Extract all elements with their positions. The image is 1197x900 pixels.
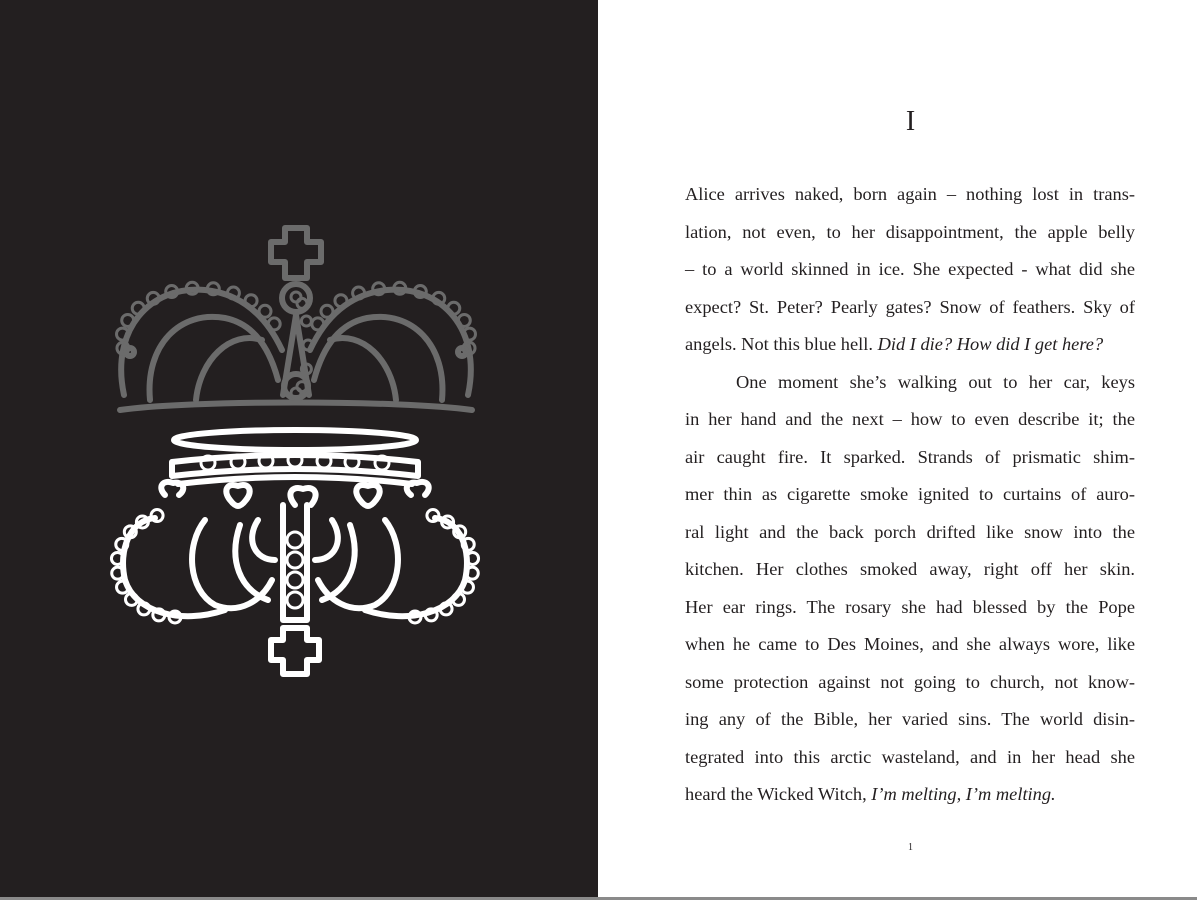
text-line (685, 551, 1135, 589)
text-span: lation, not even, to her disappointment, the apple belly (685, 221, 1135, 242)
crown-bead (287, 572, 303, 588)
text-line (685, 589, 1135, 627)
text-span: Her ear rings. The rosary she had blessed by the Pope (685, 596, 1135, 617)
crown-bead (287, 552, 303, 568)
crown-illustration (0, 0, 598, 900)
page-number: 1 (908, 842, 913, 853)
text-span: mer thin as cigarette smoke ignited to curtains of auro- (685, 484, 1135, 504)
text-span: tegrated into this arctic wasteland, and in her head she (685, 746, 1135, 767)
text-line (685, 401, 1135, 439)
text-span: heard the Wicked Witch, (685, 784, 872, 804)
text-line (685, 701, 1135, 739)
text-span: expect? St. Peter? Pearly gates? Snow of feathers. Sky of (685, 296, 1135, 317)
text-line (685, 176, 1135, 214)
chapter-number: I (905, 106, 916, 137)
right-page (598, 0, 1197, 900)
text-line (685, 776, 1135, 814)
italic-span: I’m melting, I’m melting. (871, 784, 1056, 804)
text-line (685, 626, 1135, 664)
crown-bead (287, 592, 303, 608)
text-span: some protection against not going to church, not know- (685, 671, 1135, 692)
text-span: in her hand and the next – how to even describe it; the (685, 409, 1135, 429)
text-line (685, 664, 1135, 702)
text-line (685, 251, 1135, 289)
text-line (685, 289, 1135, 327)
crown-bead (303, 340, 313, 350)
crown-bead (297, 298, 307, 308)
crown-bead (259, 305, 271, 317)
crown-bead (301, 316, 311, 326)
crown-bead (287, 532, 303, 548)
text-span: ing any of the Bible, her varied sins. The world disin- (685, 709, 1135, 729)
text-span: Alice arrives naked, born again – nothing lost in trans- (685, 184, 1135, 204)
text-span: angels. Not this blue hell. (685, 334, 878, 354)
crown-bead (291, 388, 301, 398)
italic-span: Did I die? How did I get here? (877, 334, 1104, 354)
crown-upper-gray (120, 228, 472, 410)
text-span: kitchen. Her clothes smoked away, right off her skin. (685, 559, 1135, 579)
text-span: ral light and the back porch drifted like snow into the (685, 521, 1135, 542)
text-span: when he came to Des Moines, and she always wore, like (685, 634, 1135, 654)
crown-bead (321, 305, 333, 317)
text-span: – to a world skinned in ice. She expected - what did she (685, 259, 1135, 279)
left-page (0, 0, 598, 900)
text-line (685, 514, 1135, 552)
body-text (685, 176, 1135, 814)
text-line (685, 439, 1135, 477)
text-line (685, 326, 1135, 364)
text-line (685, 739, 1135, 777)
text-line (685, 214, 1135, 252)
text-span: air caught fire. It sparked. Strands of prismatic shim- (685, 446, 1135, 467)
text-span: One moment she’s walking out to her car, keys (736, 371, 1135, 392)
text-line (685, 476, 1135, 514)
text-line (685, 364, 1135, 402)
